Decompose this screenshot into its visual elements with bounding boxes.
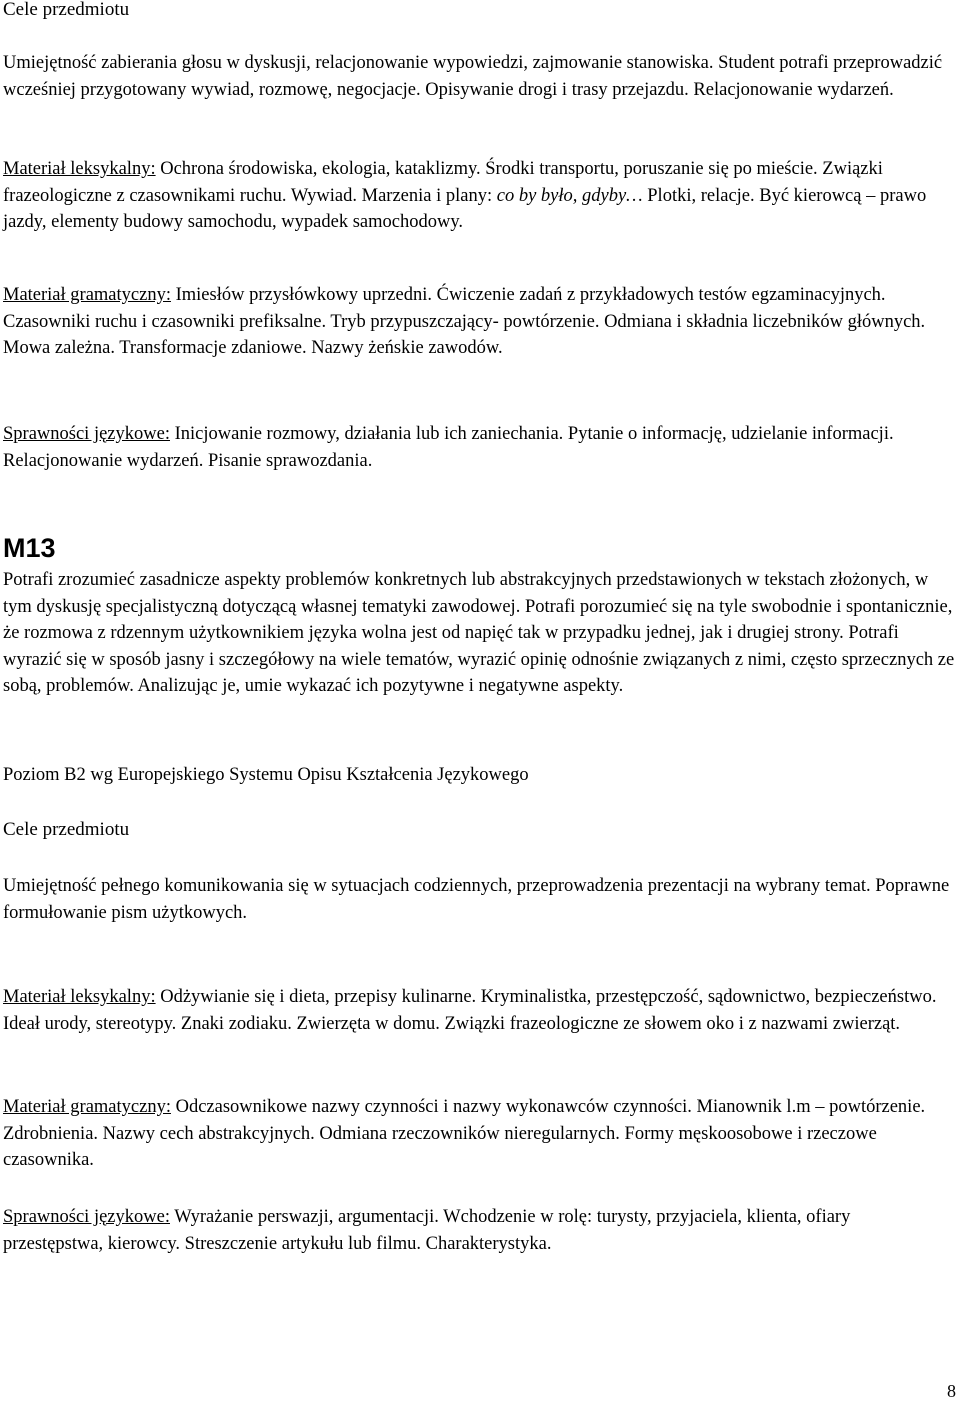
page-number: 8 xyxy=(947,1381,956,1401)
lexical-text-1b: Plotki, relacje. Być kierowcą – prawo jazdy, elementy budowy samochodu, wypadek samochodowy. xyxy=(3,185,927,232)
language-skills-2 xyxy=(3,1204,955,1257)
grammar-label-1: Materiał gramatyczny: xyxy=(3,285,171,305)
m13-level: Poziom B2 wg Europejskiego Systemu Opisu Kształcenia Językowego xyxy=(3,765,529,785)
skills-text-1: Inicjowanie rozmowy, działania lub ich zaniechania. Pytanie o informację, udzielanie informacji. Relacjonowanie wydarzeń. Pisanie sprawozdania. xyxy=(3,424,894,471)
lexical-label-1: Materiał leksykalny: xyxy=(3,159,156,179)
goals-paragraph-1: Umiejętność zabierania głosu w dyskusji, relacjonowanie wypowiedzi, zajmowanie stanowiska. Student potrafi przeprowadzić wcześniej przygotowany wywiad, rozmowę, negocjacje. Opisywanie drogi i trasy przejazdu. Relacjonowanie wydarzeń. xyxy=(3,53,943,100)
m13-description: Potrafi zrozumieć zasadnicze aspekty problemów konkretnych lub abstrakcyjnych przedstawionych w tekstach złożonych, w tym dyskusję specjalistyczną dotyczącą własnej tematyki zawodowej. Potrafi porozumieć się na tyle swobodnie i spontanicznie, że rozmowa z rdzennym użytkownikiem języka wolna jest od napięć tak w przypadku jednej, jak i drugiej strony. Potrafi wyrazić się w sposób jasny i szczegółowy na wiele tematów, wyrazić opinię odnośnie związanych z nimi, często sprzecznych ze sobą, problemów. Analizując je, umie wykazać ich pozytywne i negatywne aspekty. xyxy=(3,570,955,696)
skills-label-2: Sprawności językowe: xyxy=(3,1207,170,1227)
skills-text-2: Wyrażanie perswazji, argumentacji. Wchodzenie w rolę: turysty, przyjaciela, klienta, ofiary przestępstwa, kierowcy. Streszczenie artykułu lub filmu. Charakterystyka. xyxy=(3,1207,851,1254)
section-heading-goals-1: Cele przedmiotu xyxy=(3,0,130,20)
skills-label-1: Sprawności językowe: xyxy=(3,424,170,444)
module-code-m13: M13 xyxy=(3,533,56,563)
grammar-material-2 xyxy=(3,1094,955,1174)
lexical-text-2: Odżywianie się i dieta, przepisy kulinarne. Kryminalistka, przestępczość, sądownictwo, bezpieczeństwo. Ideał urody, stereotypy. Znaki zodiaku. Zwierzęta w domu. Związki frazeologiczne ze słowem oko i z nazwami zwierząt. xyxy=(3,987,937,1034)
lexical-material-1 xyxy=(3,156,955,236)
grammar-text-1: Imiesłów przysłówkowy uprzedni. Ćwiczenie zadań z przykładowych testów egzaminacyjnych. Czasowniki ruchu i czasowniki prefiksalne. Tryb przypuszczający- powtórzenie. Odmiana i składnia liczebników głównych. Mowa zależna. Transformacje zdaniowe. Nazwy żeńskie zawodów. xyxy=(3,285,926,358)
lexical-italic-1: co by było, gdyby… xyxy=(496,185,643,206)
lexical-text-1a: Ochrona środowiska, ekologia, kataklizmy. Środki transportu, poruszanie się po mieście. Związki frazeologiczne z czasownikami ruchu. Wywiad. Marzenia i plany: xyxy=(3,159,883,206)
grammar-text-2: Odczasownikowe nazwy czynności i nazwy wykonawców czynności. Mianownik l.m – powtórzenie. Zdrobnienia. Nazwy cech abstrakcyjnych. Odmiana rzeczowników nieregularnych. Formy męskoosobowe i rzeczowe czasownika. xyxy=(3,1097,926,1170)
language-skills-1 xyxy=(3,421,955,474)
lexical-material-2 xyxy=(3,984,955,1037)
grammar-material-1 xyxy=(3,282,955,362)
section-heading-goals-2: Cele przedmiotu xyxy=(3,819,130,840)
grammar-label-2: Materiał gramatyczny: xyxy=(3,1097,171,1117)
goals-paragraph-2: Umiejętność pełnego komunikowania się w sytuacjach codziennych, przeprowadzenia prezentacji na wybrany temat. Poprawne formułowanie pism użytkowych. xyxy=(3,876,950,923)
lexical-label-2: Materiał leksykalny: xyxy=(3,987,156,1007)
